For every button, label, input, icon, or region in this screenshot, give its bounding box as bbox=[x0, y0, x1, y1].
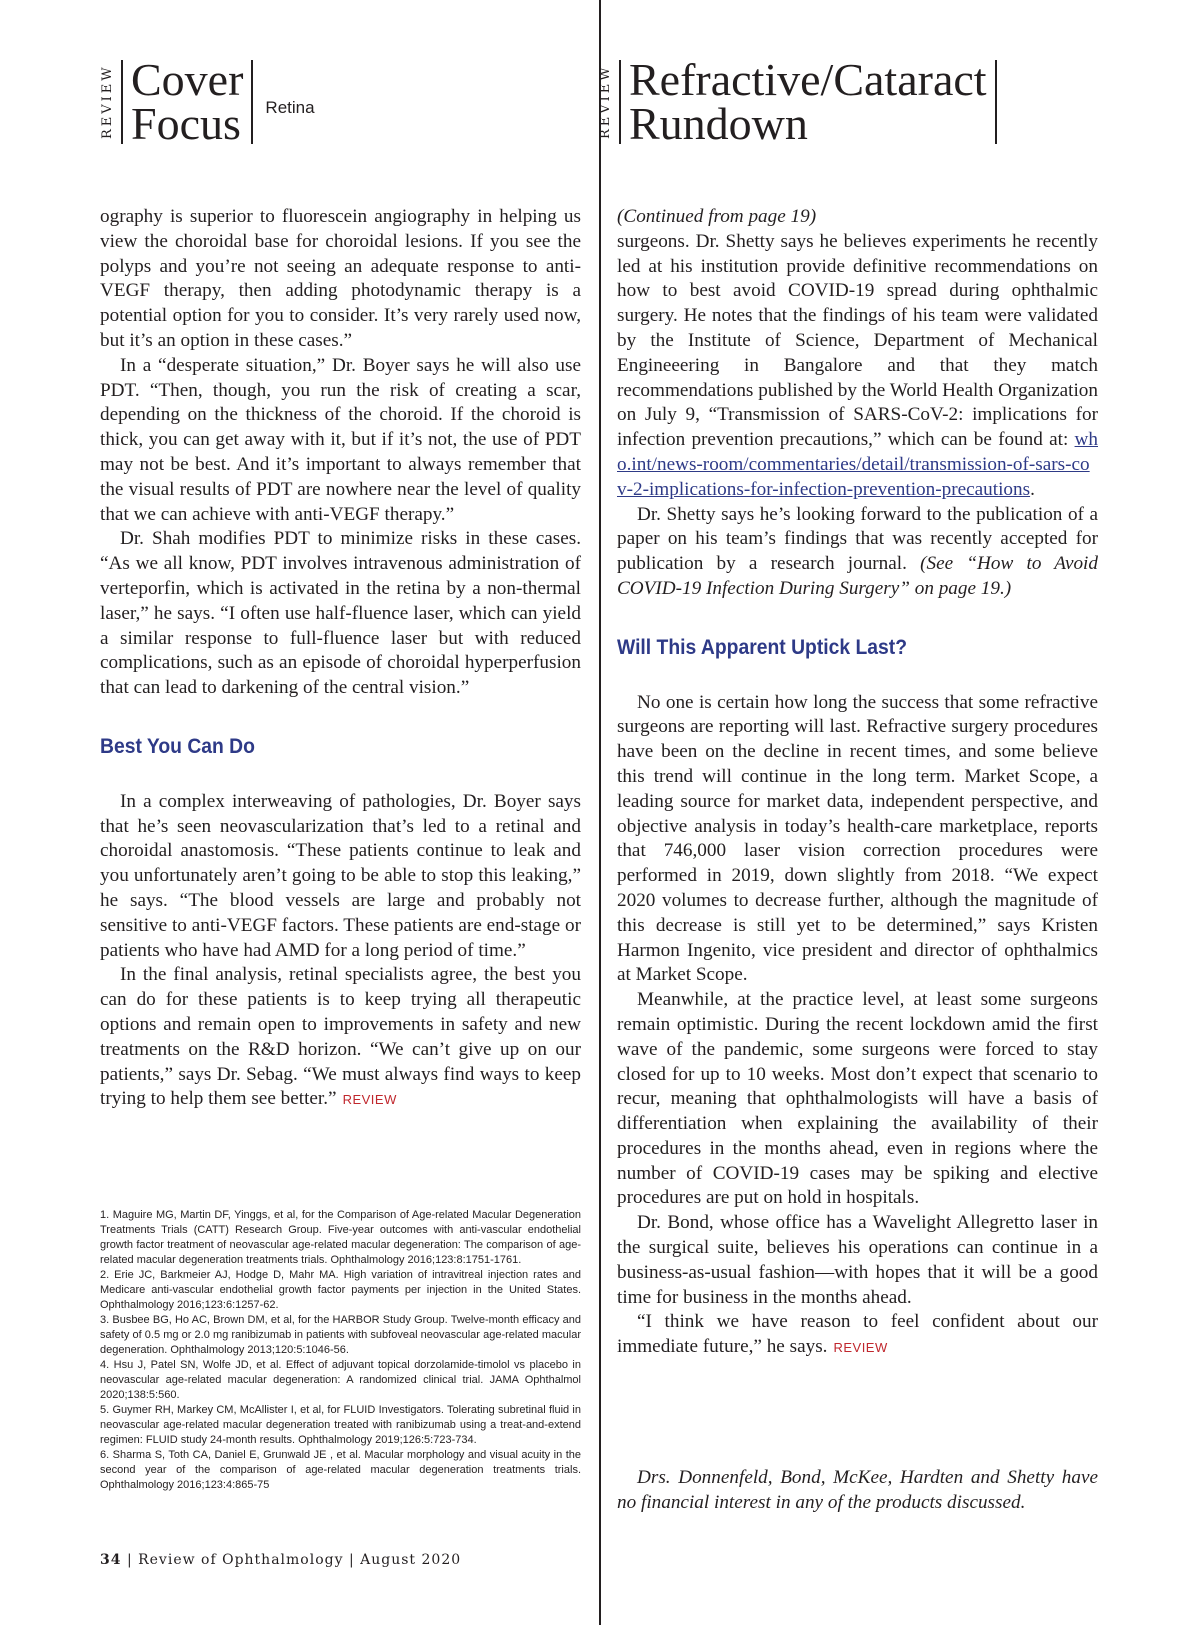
reference-item: 6. Sharma S, Toth CA, Daniel E, Grunwald JE , et al. Macular morphology and visual acuity in the second year of the comparison of age-related macular degeneration treatments trials. Ophthalmology 2016;123:4:865-75 bbox=[100, 1449, 581, 1491]
who-link[interactable]: who.int/news-room/commentaries/detail/transmission-of-sars-cov-2-implications-for-infection-prevention-precautions bbox=[617, 429, 1098, 500]
section-title: Refractive/Cataract Rundown bbox=[629, 54, 987, 149]
paragraph: In a “desperate situation,” Dr. Boyer says he will also use PDT. “Then, though, you run the risk of creating a scar, depending on the thickness of the choroid. If the choroid is thick, you can get away with it, but if it’s not, the use of PDT may not be best. And it’s important to always remember that the visual results of PDT are nowhere near the level of quality that we can achieve with anti-VEGF therapy.” bbox=[100, 354, 581, 525]
paragraph: Dr. Shah modifies PDT to minimize risks in these cases. “As we all know, PDT involves intravenous administration of verteporfin, which is activated in the retina by a non-thermal laser,” he says. “I often use half-fluence laser, which can yield a similar response to full-fluence laser but with reduced complications, such as an episode of choroidal hyperperfusion that can lead to darkening of the central vision.” bbox=[100, 528, 581, 699]
paragraph: Meanwhile, at the practice level, at least some surgeons remain optimistic. During the recent lockdown amid the first wave of the pandemic, some surgeons were forced to stay closed for up to 10 weeks. Most don’t expect that scenario to recur, meaning that ophthalmologists will have a basis of differentiation when explaining the availability of their procedures in the months ahead, even in regions where the number of COVID-19 cases may be spiking and elective procedures are put on hold in hospitals. bbox=[617, 989, 1098, 1209]
reference-item: 1. Maguire MG, Martin DF, Yinggs, et al, for the Comparison of Age-related Macular Degeneration Treatments Trials (CATT) Research Group. Five-year outcomes with anti-vascular endothelial growth factor treatment of neovascular age-related macular degeneration: The comparison of age-related macular degeneration treatments trials. Ophthalmology 2016;123:8:1751-1761. bbox=[100, 1209, 581, 1266]
reference-item: 2. Erie JC, Barkmeier AJ, Hodge D, Mahr MA. High variation of intravitreal injection rates and Medicare anti-vascular endothelial growth factor payments per injection in the United States. Ophthalmology 2016;123:6:1257-62. bbox=[100, 1269, 581, 1311]
publication-name: Review of Ophthalmology bbox=[138, 1552, 344, 1568]
page-footer bbox=[100, 1552, 461, 1568]
column-divider bbox=[599, 0, 601, 1625]
footer-separator: | bbox=[348, 1552, 361, 1568]
paragraph: surgeons. Dr. Shetty says he believes experiments he recently led at his institution provide definitive recommendations on how to best avoid COVID-19 spread during ophthalmic surgery. He notes that the findings of his team were validated by the Institute of Science, Department of Mechanical Engineeering in Bangalore and that they match recommendations published by the World Health Organization on July 9, “Transmission of SARS-CoV-2: implications for infection prevention precautions,” which can be found at: who.int/news-room/commentaries/detail/transmission-of-sars-cov-2-implications-for-infection-prevention-precautions. bbox=[617, 230, 1098, 500]
review-end-mark: REVIEW bbox=[342, 1092, 397, 1108]
review-end-mark: REVIEW bbox=[833, 1340, 888, 1356]
right-article-column bbox=[617, 205, 1098, 1361]
right-section-header bbox=[598, 54, 997, 150]
paragraph: “I think we have reason to feel confident about our immediate future,” he says. REVIEW bbox=[617, 1311, 1098, 1358]
references-list bbox=[100, 1208, 581, 1493]
paragraph: In a complex interweaving of pathologies, Dr. Boyer says that he’s seen neovascularization that’s led to a retinal and choroidal anastomosis. “These patients continue to leak and you unfortunately aren’t going to be able to stop this leaking,” he says. “The blood vessels are large and probably not sensitive to anti-VEGF factors. These patients are end-stage or patients who have had AMD for a long period of time.” bbox=[100, 790, 581, 961]
reference-item: 4. Hsu J, Patel SN, Wolfe JD, et al. Effect of adjuvant topical dorzolamide-timolol vs placebo in neovascular age-related macular degeneration: A randomized clinical trial. JAMA Ophthalmol 2020;138:5:560. bbox=[100, 1359, 581, 1401]
subheading: Best You Can Do bbox=[100, 734, 255, 758]
footer-separator: | bbox=[126, 1552, 139, 1568]
continued-note: (Continued from page 19) bbox=[617, 206, 817, 227]
reference-item: 5. Guymer RH, Markey CM, McAllister I, et al, for FLUID Investigators. Tolerating subretinal fluid in neovascular age-related macular degeneration treated with ranibizumab using a treat-and-extend regimen: FLUID study 24-month results. Ophthalmology 2019;126:5:723-734. bbox=[100, 1404, 581, 1446]
subheading: Will This Apparent Uptick Last? bbox=[617, 635, 908, 659]
paragraph: ography is superior to fluorescein angiography in helping us view the choroidal base for choroidal lesions. If you see the polyps and you’re not seeing an adequate response to anti-VEGF therapy, then adding photodynamic therapy is a potential option for you to consider. It’s very rarely used now, but it’s an option in these cases.” bbox=[100, 206, 581, 351]
review-vertical-label: REVIEW bbox=[100, 64, 115, 140]
reference-item: 3. Busbee BG, Ho AC, Brown DM, et al, for the HARBOR Study Group. Twelve-month efficacy and safety of 0.5 mg or 2.0 mg ranibizumab in patients with subfoveal neovascular age-related macular degeneration. Ophthalmology 2013;120:5:1046-56. bbox=[100, 1314, 581, 1356]
header-rule bbox=[251, 60, 253, 144]
disclosure-note: Drs. Donnenfeld, Bond, McKee, Hardten and Shetty have no financial interest in any of the products discussed. bbox=[617, 1467, 1098, 1513]
paragraph: In the final analysis, retinal specialists agree, the best you can do for these patients is to keep trying all therapeutic options and remain open to improvements in safety and new treatments on the R&D horizon. “We can’t give up on our patients,” says Dr. Sebag. “We must always find ways to keep trying to help them see better.” REVIEW bbox=[100, 964, 581, 1110]
section-subtitle: Retina bbox=[265, 98, 315, 117]
left-section-header bbox=[100, 54, 315, 150]
page-number: 34 bbox=[100, 1552, 122, 1568]
paragraph: Dr. Shetty says he’s looking forward to the publication of a paper on his team’s findings that was recently accepted for publication by a research journal. (See “How to Avoid COVID-19 Infection During Surgery” on page 19.) bbox=[617, 503, 1098, 599]
left-article-column bbox=[100, 205, 581, 1113]
paragraph: Dr. Bond, whose office has a Wavelight Allegretto laser in the surgical suite, believes his operations can continue in a business-as-usual fashion—with hopes that it will be a good time for business in the months ahead. bbox=[617, 1212, 1098, 1308]
paragraph: No one is certain how long the success that some refractive surgeons are reporting will last. Refractive surgery procedures have been on the decline in recent times, and some believe this trend will continue in the long term. Market Scope, a leading source for market data, independent perspective, and objective analysis in today’s health-care marketplace, reports that 746,000 laser vision correction procedures were performed in 2019, down slightly from 2018. “We expect 2020 volumes to decrease further, although the magnitude of this decrease is still yet to be determined,” says Kristen Harmon Ingenito, vice president and director of ophthalmics at Market Scope. bbox=[617, 691, 1098, 986]
issue-date: August 2020 bbox=[360, 1552, 462, 1568]
section-title: Cover Focus bbox=[131, 54, 244, 149]
review-vertical-label: REVIEW bbox=[598, 64, 613, 140]
header-rule bbox=[995, 60, 997, 144]
